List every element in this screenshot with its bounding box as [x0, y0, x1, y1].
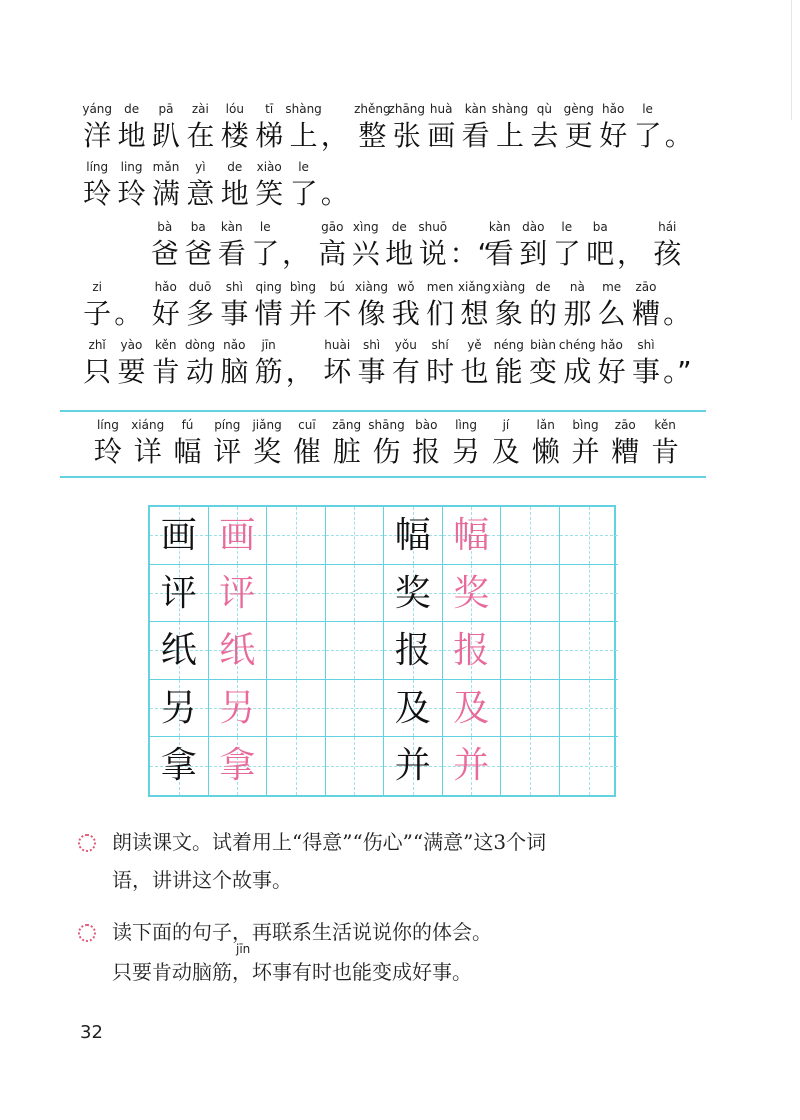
character-with-pinyin: [286, 160, 320, 214]
pinyin: xiáng: [131, 418, 165, 432]
hanzi: 事: [357, 355, 386, 388]
pinyin: jiǎng: [252, 418, 282, 432]
grid-cell: [209, 680, 268, 738]
character-with-pinyin: [629, 280, 663, 334]
pinyin: men: [426, 280, 454, 294]
pinyin: me: [602, 280, 622, 294]
grid-guide-horizontal: [326, 535, 384, 536]
pinyin: wǒ: [397, 280, 415, 294]
pinyin: líng: [96, 418, 119, 432]
character-with-pinyin: [249, 220, 283, 274]
hanzi: 孩: [653, 237, 682, 270]
hanzi: 上: [289, 119, 318, 152]
character-with-pinyin: [286, 102, 320, 156]
hanzi: 脑: [220, 355, 249, 388]
grid-guide-horizontal: [501, 593, 559, 594]
hanzi: 了: [552, 237, 581, 270]
grid-guide-horizontal: [326, 593, 384, 594]
pinyin: yào: [120, 338, 143, 352]
grid-guide-horizontal: [267, 650, 325, 651]
pinyin: bìng: [572, 418, 599, 432]
grid-cell: [209, 507, 268, 565]
tracing-character: 纸: [219, 630, 256, 672]
pinyin: hái: [658, 220, 677, 234]
pinyin: bà: [157, 220, 173, 234]
tracing-character: 评: [219, 572, 256, 614]
hanzi: ，: [617, 237, 646, 270]
hanzi: 看: [461, 119, 490, 152]
hanzi: 玲: [117, 177, 146, 210]
grid-cell: [209, 737, 268, 795]
pinyin: le: [298, 160, 309, 174]
exercise-2: [72, 916, 712, 996]
pinyin: kàn: [464, 102, 487, 116]
model-character: 奖: [394, 572, 431, 614]
hanzi: ，: [320, 119, 349, 152]
pinyin: gāo: [321, 220, 344, 234]
model-character: 报: [394, 630, 431, 672]
grid-guide-horizontal: [501, 650, 559, 651]
pinyin: píng: [214, 418, 241, 432]
grid-cell: [501, 565, 560, 623]
hanzi: 事: [631, 355, 660, 388]
pinyin: bìng: [289, 280, 317, 294]
pinyin: xiào: [256, 160, 282, 174]
exercise-2-pinyin: jīn: [236, 942, 251, 956]
grid-cell: [267, 737, 326, 795]
pinyin: shí: [431, 338, 449, 352]
hanzi: 幅: [173, 435, 202, 468]
hanzi: 能: [494, 355, 523, 388]
hanzi: 详: [133, 435, 162, 468]
pinyin: dòng: [184, 338, 216, 352]
exercise-2-line1: 读下面的句子，再联系生活说说你的体会。: [112, 920, 492, 944]
vocab-bottom-rule: [60, 476, 706, 478]
pinyin: zhěng: [354, 102, 391, 116]
grid-cell: [267, 680, 326, 738]
character-with-pinyin: [80, 280, 114, 334]
hanzi: 好: [597, 355, 626, 388]
pinyin: shàng: [285, 102, 322, 116]
hanzi: 子: [83, 297, 112, 330]
model-character: 画: [160, 515, 197, 556]
page-edge-line: [791, 0, 792, 120]
grid-cell: [150, 507, 209, 565]
hanzi: ：“: [449, 237, 493, 270]
hanzi: 催: [292, 435, 321, 468]
hanzi: 好: [599, 119, 628, 152]
tracing-character: 奖: [453, 572, 490, 614]
pinyin: yě: [467, 338, 482, 352]
hanzi: 动: [186, 355, 215, 388]
grid-cell: [384, 737, 443, 795]
grid-guide-horizontal: [501, 766, 559, 767]
model-character: 并: [394, 745, 431, 787]
grid-cell: [443, 680, 502, 738]
hanzi: 多: [186, 297, 215, 330]
hanzi: 并: [288, 297, 317, 330]
hanzi: 情: [254, 297, 283, 330]
hanzi: 报: [412, 435, 441, 468]
hanzi: 了: [289, 177, 318, 210]
grid-guide-horizontal: [267, 535, 325, 536]
grid-cell: [150, 622, 209, 680]
grid-cell: [443, 622, 502, 680]
grid-guide-horizontal: [267, 708, 325, 709]
grid-cell: [384, 565, 443, 623]
hanzi: 评: [213, 435, 242, 468]
model-character: 另: [160, 687, 197, 729]
hanzi: 好: [151, 297, 180, 330]
grid-cell: [326, 737, 385, 795]
pinyin: néng: [493, 338, 524, 352]
model-character: 纸: [160, 630, 197, 672]
hanzi: 的: [529, 297, 558, 330]
hanzi: 玲: [83, 177, 112, 210]
hanzi: 在: [186, 119, 215, 152]
pinyin: shì: [362, 338, 381, 352]
grid-cell: [443, 507, 502, 565]
writing-grid: [148, 505, 616, 797]
grid-guide-horizontal: [560, 650, 619, 651]
tracing-character: 及: [453, 687, 490, 729]
exercise-2-line2: 只要肯动脑筋，坏事有时也能变成好事。: [112, 960, 472, 984]
pinyin: zài: [191, 102, 209, 116]
character-with-pinyin: [651, 220, 685, 274]
pinyin: qing: [255, 280, 282, 294]
pinyin: zhāng: [388, 102, 426, 116]
hanzi: 去: [530, 119, 559, 152]
character-with-pinyin: [252, 338, 286, 392]
pinyin: kěn: [154, 338, 177, 352]
hanzi: 。: [114, 297, 143, 330]
hanzi: 满: [151, 177, 180, 210]
pinyin: hǎo: [154, 280, 177, 294]
grid-cell: [267, 622, 326, 680]
hanzi: 要: [117, 355, 146, 388]
hanzi: 画: [427, 119, 456, 152]
hanzi: 。: [320, 177, 349, 210]
pinyin: pā: [158, 102, 174, 116]
hanzi: 笑: [255, 177, 284, 210]
punctuation: [665, 102, 699, 156]
pinyin: shàng: [491, 102, 529, 116]
hanzi: 楼: [220, 119, 249, 152]
grid-cell: [560, 507, 619, 565]
grid-cell: [560, 680, 619, 738]
pinyin: de: [227, 160, 243, 174]
pinyin: xiǎng: [457, 280, 491, 294]
hanzi: 了: [251, 237, 280, 270]
hanzi: 地: [385, 237, 414, 270]
hanzi: 看: [485, 237, 514, 270]
pinyin: zhǐ: [88, 338, 106, 352]
grid-guide-horizontal: [560, 593, 619, 594]
punctuation: [663, 280, 697, 334]
hanzi: 糟: [631, 297, 660, 330]
pinyin: yǒu: [394, 338, 417, 352]
pinyin: shāng: [368, 418, 405, 432]
hanzi: 张: [392, 119, 421, 152]
grid-cell: [150, 565, 209, 623]
pinyin: zāo: [614, 418, 636, 432]
hanzi: 更: [564, 119, 593, 152]
pinyin: ba: [592, 220, 608, 234]
hanzi: 们: [426, 297, 455, 330]
pinyin: dào: [522, 220, 545, 234]
model-character: 拿: [160, 745, 197, 787]
pinyin: de: [535, 280, 551, 294]
hanzi: 洋: [83, 119, 112, 152]
grid-cell: [384, 622, 443, 680]
pinyin: hǎo: [600, 338, 623, 352]
exercise-1-line2: 语，讲讲这个故事。: [112, 868, 292, 892]
hanzi: 趴: [151, 119, 180, 152]
pinyin: le: [642, 102, 653, 116]
grid-cell: [267, 565, 326, 623]
hanzi: 肯: [651, 435, 680, 468]
hanzi: 兴: [351, 237, 380, 270]
pinyin: ling: [120, 160, 143, 174]
grid-cell: [384, 680, 443, 738]
hanzi: 爸: [150, 237, 179, 270]
character-with-pinyin: [645, 418, 685, 472]
grid-guide-horizontal: [560, 766, 619, 767]
hanzi: 那: [563, 297, 592, 330]
pinyin: fú: [181, 418, 194, 432]
tracing-character: 画: [219, 515, 256, 556]
grid-cell: [326, 622, 385, 680]
pinyin: líng: [86, 160, 109, 174]
hanzi: 事: [220, 297, 249, 330]
hanzi: 么: [597, 297, 626, 330]
pinyin: chéng: [558, 338, 596, 352]
hanzi: 吧: [586, 237, 615, 270]
hanzi: 有: [391, 355, 420, 388]
tracing-character: 报: [453, 630, 490, 672]
grid-guide-horizontal: [267, 593, 325, 594]
grid-cell: [384, 507, 443, 565]
pinyin: xìng: [352, 220, 379, 234]
pinyin: lóu: [225, 102, 244, 116]
pinyin: de: [391, 220, 407, 234]
pinyin: yáng: [82, 102, 113, 116]
pinyin: kàn: [220, 220, 243, 234]
tracing-character: 拿: [219, 745, 256, 787]
page-number: 32: [80, 1022, 103, 1043]
hanzi: ，: [282, 237, 311, 270]
grid-cell: [209, 622, 268, 680]
grid-cell: [443, 565, 502, 623]
hanzi: 成: [563, 355, 592, 388]
grid-guide-horizontal: [267, 766, 325, 767]
hanzi: 地: [220, 177, 249, 210]
hanzi: 。: [664, 119, 693, 152]
grid-cell: [150, 737, 209, 795]
grid-cell: [443, 737, 502, 795]
pinyin: zāo: [635, 280, 657, 294]
pinyin: biàn: [530, 338, 556, 352]
hanzi: 梯: [255, 119, 284, 152]
grid-cell: [150, 680, 209, 738]
grid-cell: [501, 680, 560, 738]
hanzi: 我: [391, 297, 420, 330]
hanzi: 象: [494, 297, 523, 330]
hanzi: 不: [323, 297, 352, 330]
model-character: 及: [394, 687, 431, 729]
pinyin: bú: [329, 280, 345, 294]
hanzi: 想: [460, 297, 489, 330]
vocab-top-rule: [60, 410, 706, 412]
pinyin: ba: [190, 220, 206, 234]
exercise-1: [72, 826, 712, 906]
hanzi: 奖: [253, 435, 282, 468]
model-character: 评: [160, 572, 197, 614]
character-with-pinyin: [629, 338, 663, 392]
hanzi: 筋: [254, 355, 283, 388]
hanzi: 肯: [151, 355, 180, 388]
pinyin: shuō: [418, 220, 448, 234]
grid-cell: [501, 507, 560, 565]
pinyin: le: [561, 220, 573, 234]
punctuation: [663, 338, 697, 392]
grid-cell: [267, 507, 326, 565]
pinyin: mǎn: [152, 160, 180, 174]
pinyin: nǎo: [223, 338, 246, 352]
hanzi: 到: [519, 237, 548, 270]
grid-cell: [560, 565, 619, 623]
pinyin: de: [124, 102, 140, 116]
pinyin: cuī: [298, 418, 316, 432]
hanzi: 了: [633, 119, 662, 152]
tracing-character: 并: [453, 745, 490, 787]
pinyin: xiàng: [492, 280, 526, 294]
grid-cell: [209, 565, 268, 623]
grid-cell: [326, 680, 385, 738]
pinyin: qù: [536, 102, 552, 116]
grid-cell: [326, 565, 385, 623]
pinyin: yì: [195, 160, 206, 174]
hanzi: 像: [357, 297, 386, 330]
character-with-pinyin: [416, 220, 450, 274]
hanzi: 坏: [323, 355, 352, 388]
exercise-1-line1: 朗读课文。试着用上“得意”“伤心”“满意”这3个词: [112, 830, 547, 854]
pinyin: lìng: [455, 418, 478, 432]
pinyin: kàn: [488, 220, 511, 234]
pinyin: tī: [265, 102, 274, 116]
tracing-character: 另: [219, 687, 256, 729]
pinyin: bào: [415, 418, 438, 432]
hanzi: 及: [491, 435, 520, 468]
hanzi: 懒: [531, 435, 560, 468]
hanzi: 说: [418, 237, 447, 270]
pinyin: shì: [637, 338, 655, 352]
hanzi: 时: [426, 355, 455, 388]
hanzi: 也: [460, 355, 489, 388]
grid-guide-horizontal: [560, 535, 619, 536]
hanzi: 意: [186, 177, 215, 210]
pinyin: jí: [502, 418, 510, 432]
hanzi: 玲: [93, 435, 122, 468]
hanzi: 上: [495, 119, 524, 152]
pinyin: le: [259, 220, 271, 234]
grid-cell: [326, 507, 385, 565]
punctuation: [321, 160, 355, 214]
pinyin: huà: [429, 102, 453, 116]
pinyin: zi: [92, 280, 102, 294]
grid-guide-horizontal: [326, 766, 384, 767]
hanzi: 脏: [332, 435, 361, 468]
pinyin: hǎo: [602, 102, 625, 116]
pinyin: shì: [225, 280, 243, 294]
hanzi: 看: [217, 237, 246, 270]
hanzi: 伤: [372, 435, 401, 468]
hanzi: 地: [117, 119, 146, 152]
grid-guide-horizontal: [501, 535, 559, 536]
pinyin: jīn: [261, 338, 276, 352]
hanzi: ，: [285, 355, 314, 388]
pinyin: gèng: [563, 102, 594, 116]
pinyin: xiàng: [355, 280, 389, 294]
hanzi: 。”: [663, 355, 692, 388]
pinyin: lǎn: [536, 418, 555, 432]
hanzi: 爸: [184, 237, 213, 270]
character-with-pinyin: [584, 220, 618, 274]
hanzi: 只: [83, 355, 112, 388]
grid-guide-horizontal: [501, 708, 559, 709]
grid-guide-horizontal: [326, 650, 384, 651]
hanzi: 糟: [611, 435, 640, 468]
hanzi: 另: [452, 435, 481, 468]
grid-cell: [501, 737, 560, 795]
model-character: 幅: [394, 515, 431, 556]
grid-cell: [560, 622, 619, 680]
grid-cell: [501, 622, 560, 680]
hanzi: 并: [571, 435, 600, 468]
tracing-character: 幅: [453, 515, 490, 556]
character-with-pinyin: [630, 102, 664, 156]
pinyin: huài: [324, 338, 351, 352]
pinyin: zāng: [332, 418, 362, 432]
pinyin: kěn: [654, 418, 676, 432]
grid-cell: [560, 737, 619, 795]
pinyin: duō: [188, 280, 212, 294]
hanzi: 整: [358, 119, 387, 152]
hanzi: 高: [318, 237, 347, 270]
hanzi: 变: [529, 355, 558, 388]
hanzi: 。: [663, 297, 692, 330]
grid-guide-horizontal: [326, 708, 384, 709]
pinyin: nà: [569, 280, 585, 294]
grid-guide-horizontal: [560, 708, 619, 709]
